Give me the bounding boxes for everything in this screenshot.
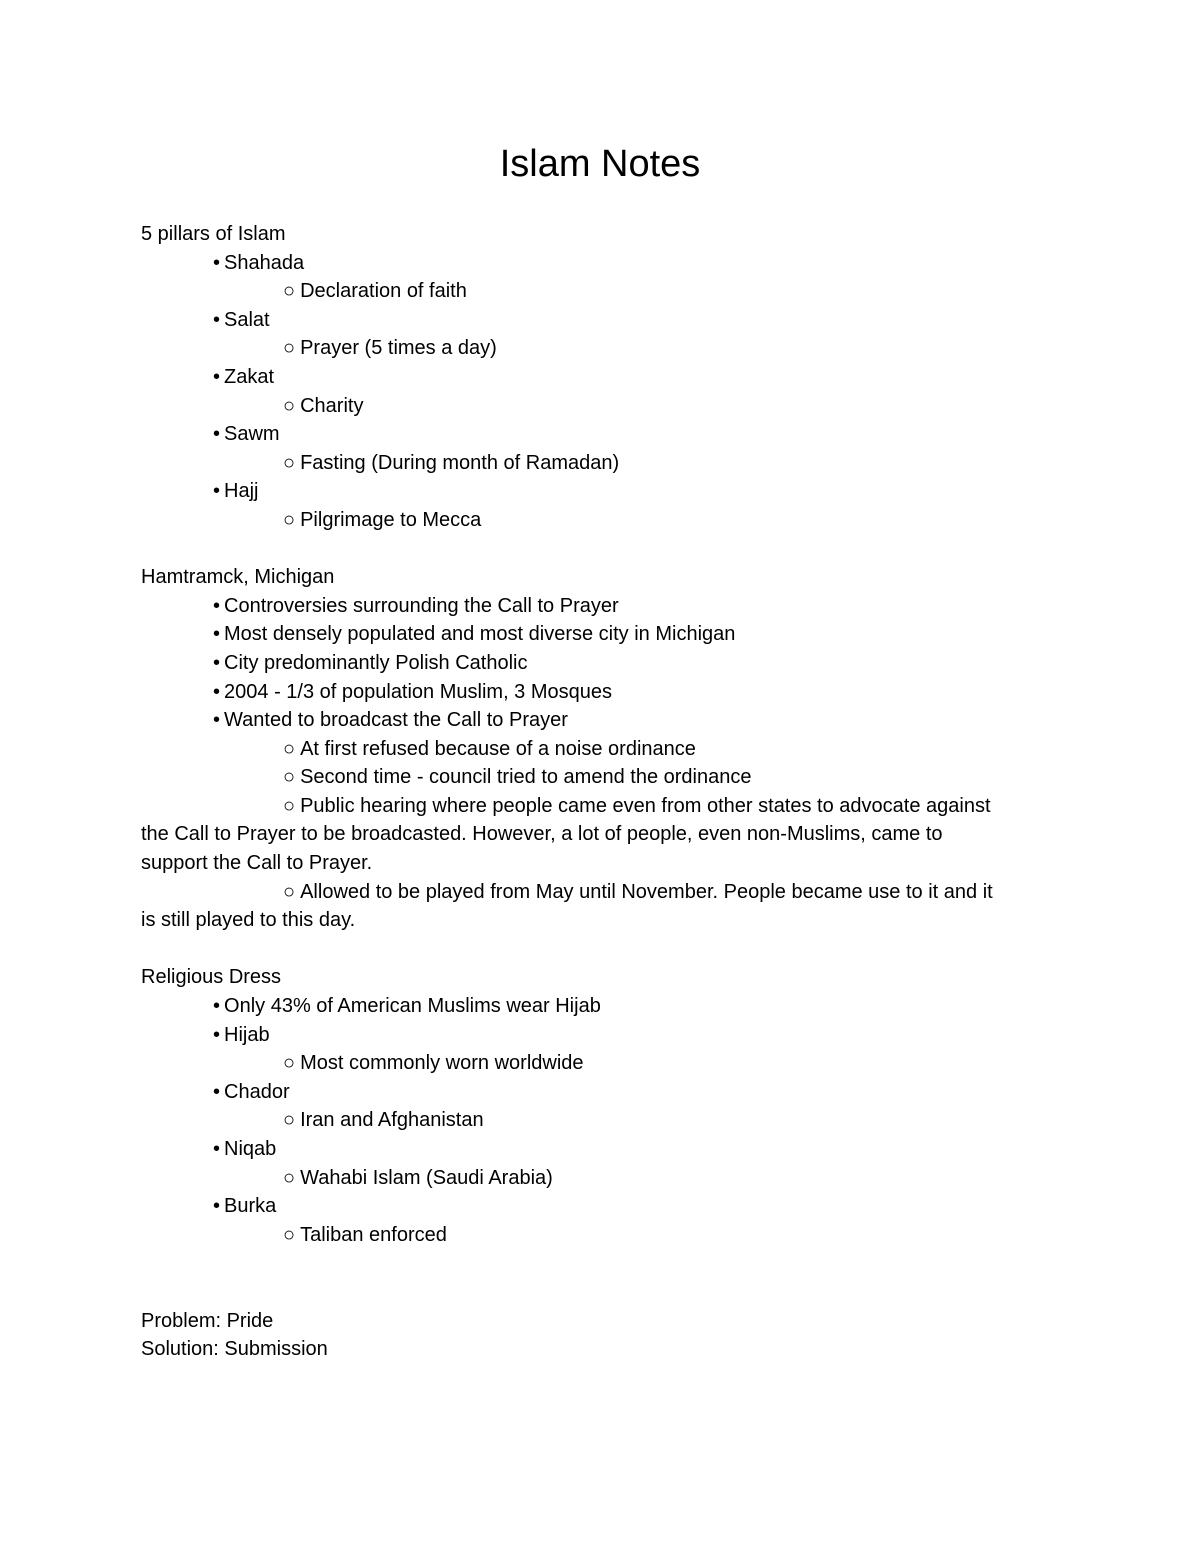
sub-list-item-text: Fasting (During month of Ramadan) [300,451,620,474]
bullet-icon: • [213,651,221,674]
list-item [141,363,1061,392]
sub-list-item [141,506,1061,535]
sub-list-item [141,1049,1061,1078]
paragraph-continuation: the Call to Prayer to be broadcasted. However, a lot of people, even non-Muslims, came to [141,823,943,846]
solution-line: Solution: Submission [141,1338,328,1361]
paragraph-continuation: support the Call to Prayer. [141,852,373,875]
circle-bullet-icon: ○ [283,1052,296,1075]
list-item [141,1192,1061,1221]
list-item-text: Hijab [224,1023,270,1046]
sub-list-item [141,763,1061,792]
sub-list-item [141,1164,1061,1193]
sub-list-item-text: Prayer (5 times a day) [300,337,497,360]
bullet-icon: • [213,995,221,1018]
sub-list-item-text: Taliban enforced [300,1223,447,1246]
document-title: Islam Notes [499,143,701,185]
bullet-icon: • [213,594,221,617]
list-item [141,592,1061,621]
spacer [141,535,1061,564]
list-item [141,678,1061,707]
circle-bullet-icon: ○ [283,766,296,789]
circle-bullet-icon: ○ [283,451,296,474]
list-item [141,1135,1061,1164]
sub-list-item-text: Most commonly worn worldwide [300,1052,584,1075]
list-item [141,477,1061,506]
bullet-icon: • [213,1080,221,1103]
circle-bullet-icon: ○ [283,880,296,903]
bullet-icon: • [213,680,221,703]
bullet-icon: • [213,308,221,331]
circle-bullet-icon: ○ [283,337,296,360]
document-body [141,220,1061,1364]
list-item-text: Most densely populated and most diverse city in Michigan [224,623,736,646]
circle-bullet-icon: ○ [283,737,296,760]
bullet-icon: • [213,480,221,503]
sub-list-item [141,735,1061,764]
sub-list-item-text: Second time - council tried to amend the ordinance [300,766,752,789]
sub-list-item-text: Pilgrimage to Mecca [300,508,482,531]
bullet-icon: • [213,1023,221,1046]
sub-list-item-text: Iran and Afghanistan [300,1109,484,1132]
list-item-text: 2004 - 1/3 of population Muslim, 3 Mosques [224,680,613,703]
sub-list-item [141,878,1061,907]
list-item-text: City predominantly Polish Catholic [224,651,528,674]
sub-list-item-text: Allowed to be played from May until November. People became use to it and it [300,880,993,903]
section-heading-hamtramck: Hamtramck, Michigan [141,566,335,589]
list-item-text: Only 43% of American Muslims wear Hijab [224,995,601,1018]
bullet-icon: • [213,709,221,732]
sub-list-item-text: Declaration of faith [300,280,467,303]
sub-list-item-text: At first refused because of a noise ordinance [300,737,696,760]
spacer [141,1249,1061,1278]
sub-list-item-text: Public hearing where people came even from other states to advocate against [300,794,991,817]
list-item [141,1078,1061,1107]
bullet-icon: • [213,1195,221,1218]
sub-list-item [141,334,1061,363]
list-item-text: Burka [224,1195,277,1218]
section-heading-pillars: 5 pillars of Islam [141,223,286,245]
circle-bullet-icon: ○ [283,280,296,303]
paragraph-continuation: is still played to this day. [141,909,356,932]
bullet-icon: • [213,623,221,646]
circle-bullet-icon: ○ [283,1166,296,1189]
circle-bullet-icon: ○ [283,1109,296,1132]
sub-list-item [141,277,1061,306]
list-item [141,992,1061,1021]
list-item-text: Shahada [224,251,305,274]
bullet-icon: • [213,251,221,274]
list-item [141,306,1061,335]
list-item-text: Hajj [224,480,259,503]
circle-bullet-icon: ○ [283,508,296,531]
bullet-icon: • [213,365,221,388]
spacer [141,1278,1061,1307]
list-item-text: Wanted to broadcast the Call to Prayer [224,709,568,732]
list-item [141,649,1061,678]
sub-list-item [141,1106,1061,1135]
list-item [141,420,1061,449]
list-item-text: Controversies surrounding the Call to Prayer [224,594,619,617]
list-item [141,620,1061,649]
list-item [141,706,1061,735]
list-item [141,249,1061,278]
circle-bullet-icon: ○ [283,394,296,417]
bullet-icon: • [213,423,221,446]
list-item-text: Chador [224,1080,290,1103]
spacer [141,935,1061,964]
list-item-text: Sawm [224,423,280,446]
sub-list-item [141,392,1061,421]
sub-list-item-text: Wahabi Islam (Saudi Arabia) [300,1166,553,1189]
sub-list-item [141,792,1061,821]
list-item-text: Zakat [224,365,275,388]
list-item [141,1021,1061,1050]
sub-list-item-text: Charity [300,394,364,417]
sub-list-item [141,1221,1061,1250]
sub-list-item [141,449,1061,478]
list-item-text: Niqab [224,1138,277,1160]
problem-line: Problem: Pride [141,1309,274,1332]
circle-bullet-icon: ○ [283,794,296,817]
section-heading-dress: Religious Dress [141,966,282,989]
bullet-icon: • [213,1138,221,1160]
list-item-text: Salat [224,308,270,331]
circle-bullet-icon: ○ [283,1223,296,1246]
